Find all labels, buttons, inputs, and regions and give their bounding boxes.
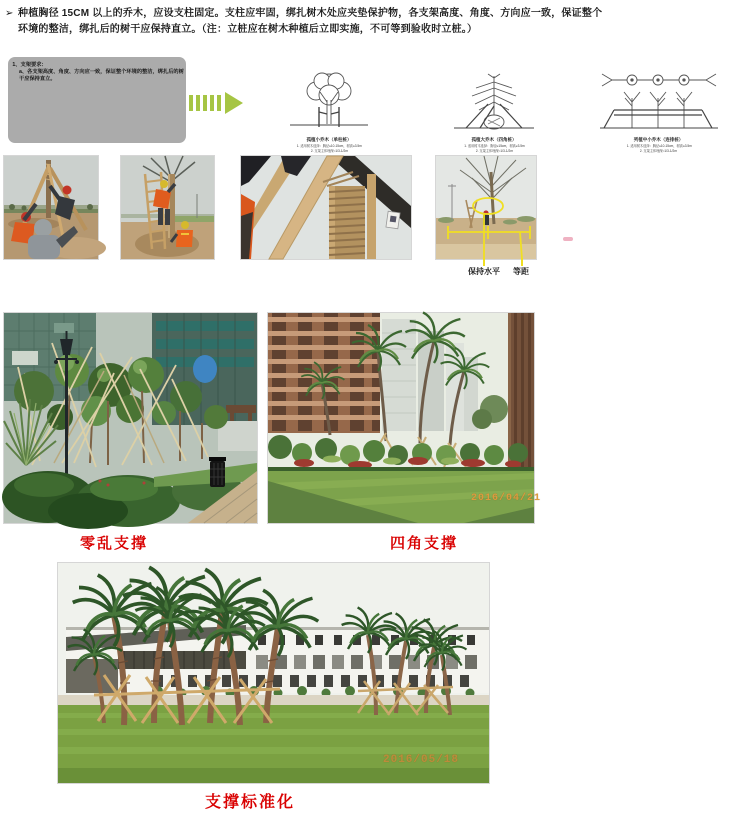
support-post [367, 174, 376, 259]
caption-standardized-support: 支撑标准化 [205, 794, 296, 811]
note-box-title: 1、支架要求： [12, 61, 47, 68]
intro-paragraph [4, 6, 610, 37]
diagram-caption: 孤植小乔木（单柱桩） [306, 137, 352, 142]
diagram-note-2: 2. 支架主体埋深≈1/3-1/2m [310, 148, 348, 153]
annotation-leader-right [521, 258, 523, 266]
green-arrow-icon [189, 92, 247, 114]
caption-four-corner-support: 四角支撑 [390, 535, 459, 552]
intro-text: 种植胸径 15CM 以上的乔木，应设支柱固定。支柱应牢固，绑扎树木处应夹垫保护物，各支架高度、角度、方向应一致，保证整个环境的整洁，绑扎后的树干应保持直立。（注：立桩应在树木种植后立即实施，不可等到验收时立桩。） [18, 8, 603, 35]
diagram-caption: 孤植大乔木（四角桩） [471, 137, 517, 142]
photo-four-corner-support [267, 312, 542, 524]
photo-ladder-tying [120, 155, 215, 260]
left-building [268, 313, 380, 433]
diagram-row-stakes [578, 72, 740, 153]
annotation-leader-left [483, 258, 485, 266]
label-keep-level: 保持水平 [468, 267, 500, 276]
diagram-caption: 列植中小乔木（连排桩） [634, 137, 684, 142]
requirements-note-box [8, 57, 186, 143]
diagram-notes [578, 144, 740, 153]
caption-messy-support: 零乱支撑 [80, 535, 149, 552]
diagram-note-2: 2. 支架主体埋深≈1/3-1/2m [640, 148, 678, 153]
pink-artifact [563, 237, 573, 241]
annotation-labels [468, 266, 529, 277]
photo-messy-support [3, 312, 258, 524]
note-box-item: a、各支架高度、角度、方向应一致，保证整个环境的整洁，绑扎后的树干应保持直立。 [19, 68, 184, 82]
diagram-note-1: 1. 适用树木选择：胸径≤10-15cm，树高≤3.5m [626, 144, 692, 148]
diagram-notes [248, 144, 411, 153]
diagram-single-stake [248, 72, 411, 153]
diagram-note-2: 2. 支架主体埋深≈1/3-1/2m [475, 148, 513, 153]
photo-tripod-installation [3, 155, 99, 260]
support-diagrams [248, 57, 692, 153]
diagram-note-1: 1. 适用树木选择：胸径≥15cm，树高≥3.5m [463, 144, 525, 148]
single-stake-drawing [286, 72, 372, 134]
diagram-notes [419, 144, 570, 153]
label-equal-spacing: 等距 [513, 267, 529, 276]
trash-bin [209, 457, 226, 487]
hang-tag [386, 211, 400, 229]
timestamp: 2016/05/18 [383, 754, 460, 766]
photo-level-spacing-annotated [435, 155, 537, 260]
row-stakes-drawing [594, 72, 724, 134]
photo-standardized-support [57, 562, 490, 784]
diagram-guyed-tree [419, 72, 570, 153]
photo-wrapped-trunk-closeup [240, 155, 412, 260]
guyed-tree-drawing [448, 72, 540, 134]
diagram-note-1: 1. 适用树木选择：胸径≤10-15cm，树高≤3.5m [296, 144, 362, 148]
timestamp: 2016/04/21 [471, 493, 542, 504]
bullet-arrow-icon: ➢ [5, 8, 14, 19]
